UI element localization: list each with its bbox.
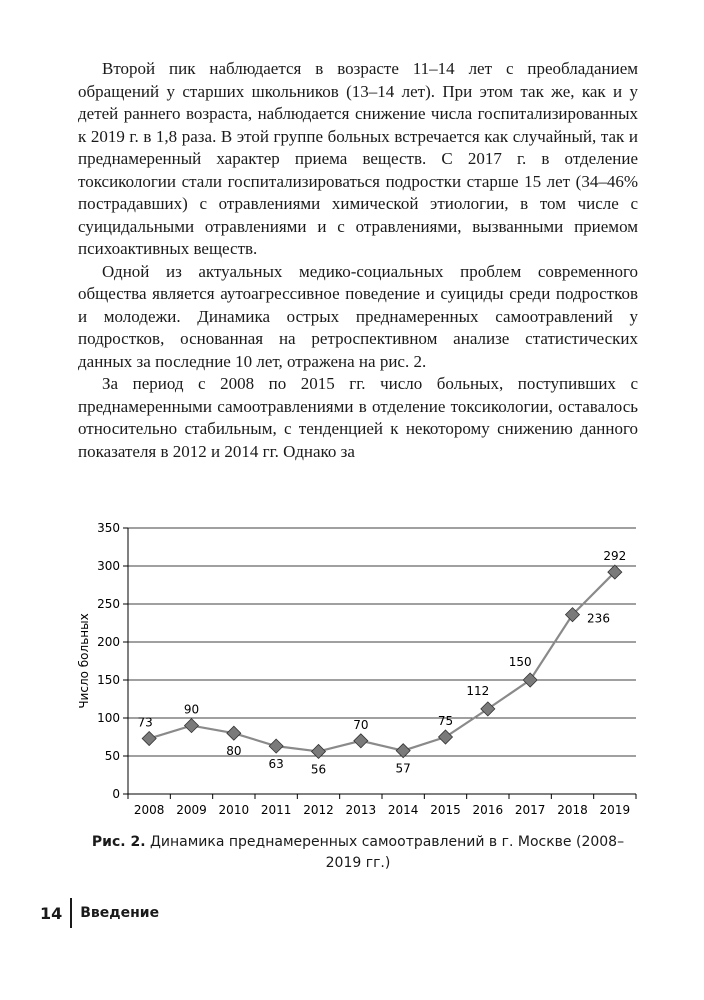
data-point (354, 734, 368, 748)
y-tick-label: 50 (104, 749, 120, 763)
series-line (149, 572, 615, 751)
caption-text: Динамика преднамеренных самоотравлений в г. Москве (2008–2019 гг.) (149, 834, 625, 871)
x-tick-label: 2015 (430, 803, 461, 817)
data-point (481, 702, 495, 716)
data-label: 236 (587, 611, 610, 626)
caption-label: Рис. 2. (91, 834, 146, 850)
x-tick-label: 2008 (133, 803, 165, 817)
figure-caption (78, 832, 638, 874)
data-label: 56 (310, 762, 327, 777)
x-tick-label: 2011 (260, 803, 292, 817)
data-label: 150 (508, 655, 532, 669)
y-tick-label: 200 (97, 635, 120, 649)
paragraph: Одной из актуальных медико-социальных проблем современного общества является аутоагрессивное поведение и суициды среди подростков и молодежи. Динамика острых преднамеренных самоотравлений у подростков, основанная на ретроспективном анализе статистических данных за последние 10 лет, отражена на рис. 2. (78, 261, 638, 371)
y-axis-label: Число больных (77, 613, 91, 709)
y-tick-label: 150 (97, 673, 120, 687)
x-tick-label: 2016 (472, 803, 504, 817)
data-point (185, 719, 199, 733)
y-tick-label: 100 (97, 711, 120, 725)
chart-svg (70, 518, 650, 828)
data-label: 73 (137, 715, 153, 730)
x-tick-label: 2019 (599, 803, 631, 817)
data-point (396, 744, 410, 758)
data-label: 63 (268, 757, 284, 772)
data-point (227, 726, 241, 740)
line-chart (70, 518, 650, 828)
data-label: 75 (437, 714, 454, 728)
body-text (78, 58, 638, 463)
data-point (142, 732, 156, 746)
data-label: 90 (183, 702, 200, 717)
section-title: Введение (80, 905, 160, 921)
paragraph: За период с 2008 по 2015 гг. число больных, поступивших с преднамеренными самоотравлениями в отделение токсикологии, оставалось относительно стабильным, с тенденцией к некоторому снижению данного показателя в 2012 и 2014 гг. Однако за (78, 374, 638, 461)
y-tick-label: 350 (97, 521, 120, 535)
paragraph: Второй пик наблюдается в возрасте 11–14 лет с преобладанием обращений у старших школьников (13–14 лет). При этом так же, как и у детей раннего возраста, наблюдается снижение числа госпитализированных к 2019 г. в 1,8 раза. В этой группе больных встречается как случайный, так и преднамеренный характер приема веществ. С 2017 г. в отделение токсикологии стали госпитализироваться подростки старше 15 лет (34–46% пострадавших) с отравлениями химической этиологии, в том числе с суицидальными отравлениями и с отравлениями, вызванными приемом психоактивных веществ. (78, 59, 638, 258)
y-tick-label: 0 (112, 787, 120, 801)
y-tick-label: 250 (97, 597, 120, 611)
data-point (269, 739, 283, 753)
data-label: 112 (466, 683, 490, 698)
x-tick-label: 2013 (345, 803, 377, 817)
page-footer (40, 898, 159, 928)
data-label: 70 (353, 717, 369, 732)
data-label: 57 (395, 761, 411, 776)
x-tick-label: 2010 (218, 803, 250, 817)
data-label: 292 (603, 549, 627, 564)
y-tick-label: 300 (97, 559, 120, 573)
data-point (439, 730, 453, 744)
x-tick-label: 2017 (514, 803, 546, 817)
x-tick-label: 2009 (176, 803, 207, 817)
x-tick-label: 2012 (303, 803, 334, 817)
x-tick-label: 2018 (557, 803, 588, 817)
data-label: 80 (226, 744, 242, 759)
data-point (523, 673, 537, 687)
page-number: 14 (40, 903, 63, 923)
x-tick-label: 2014 (387, 803, 419, 817)
